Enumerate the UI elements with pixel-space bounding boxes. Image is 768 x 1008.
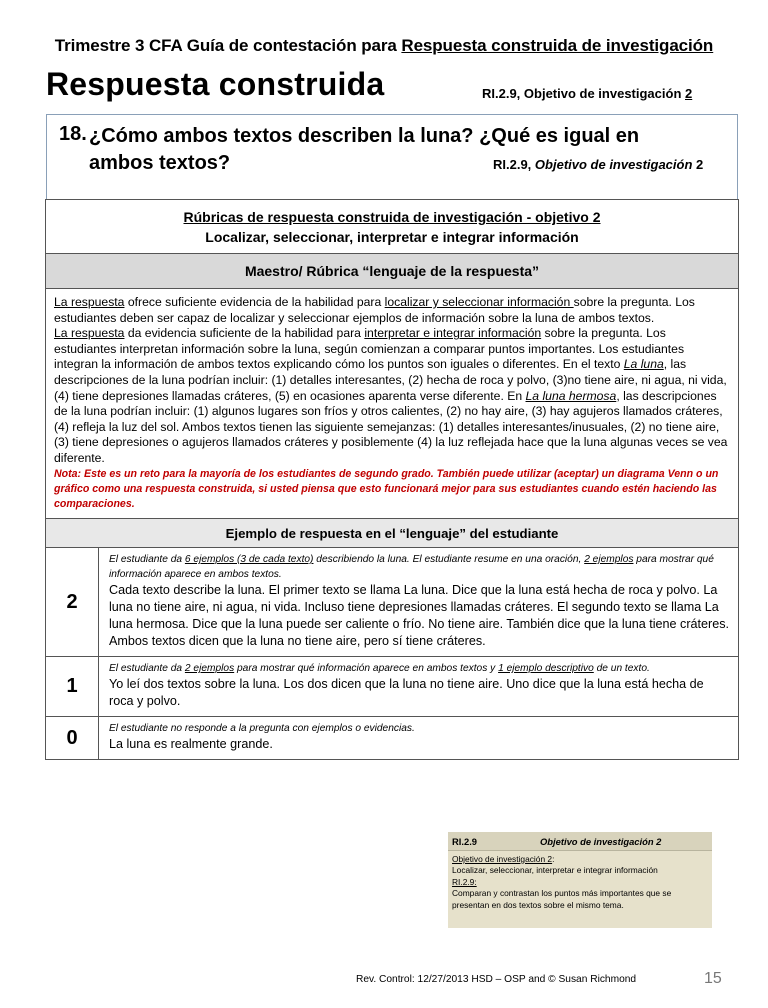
desc-e: de un texto. [593, 663, 650, 675]
score-answer: Cada texto describe la luna. El primer texto se llama La luna. Dice que la luna está hecha de roca y polvo. La luna no tiene aire, ni agua, ni vida. Incluso tiene depresiones llamadas cráteres. El segundo texto se llama La luna hermosa. Dice que la luna puede ser caliente o frío. No tiene aire. También dice que la luna tiene cráteres. Ambos textos dicen que la luna no tiene aire, pero sí tiene cráteres. [109, 583, 730, 649]
desc-b: 6 ejemplos (3 de cada texto) [184, 554, 314, 566]
rubric-subtitle: Localizar, seleccionar, interpretar e integrar información [205, 229, 579, 245]
score-value: 1 [46, 657, 99, 717]
reference-objective-label: Objetivo de investigación 2 [452, 854, 553, 864]
rubric-description [46, 289, 739, 519]
reference-standard-label: RI.2.9: [452, 876, 477, 887]
reference-standard-desc: Comparan y contrastan los puntos más importantes que se presentan en dos textos sobre el mismo tema. [452, 888, 672, 910]
score-description [109, 721, 730, 736]
score-example [99, 717, 739, 760]
reference-objective-desc: Localizar, seleccionar, interpretar e integrar información [452, 865, 658, 876]
p2-text-h: , las descripciones de la luna podrían incluir: (1) algunos lugares son fríos y otros calientes, (2) no hay aire, (3) hay agujeros llamados cráteres, (4) refleja la luz del sol. Ambos textos tienen las siguiente semejanzas: (1) detalles interesantes/inusuales, (2) no tiene aire, (3) tiene depresiones o agujeros llamados cráteres y posiblemente (4) la luz reflejada hace que la luna algunas veces se vea diferente. [54, 388, 728, 465]
desc-c: describiendo la luna. El estudiante resume en una oración, [313, 554, 585, 566]
title-standard [482, 86, 692, 101]
reference-body [448, 851, 712, 914]
question-standard-prefix: RI.2.9, [493, 157, 535, 172]
score-row-1 [46, 657, 739, 717]
standard-reference-box [448, 832, 712, 928]
p1-underlined-c: localizar y seleccionar información [384, 295, 574, 309]
p2-text-d: sobre la pregunta. Los estudiantes interpretan información sobre la luna, según comienzan a comparar puntos importantes. Los estudiantes integran la información de ambos textos explicando cómo los puntos son iguales o diferentes. En el texto [54, 326, 685, 372]
p2-text-b: da evidencia suficiente de la habilidad para [124, 326, 365, 341]
score-answer: Yo leí dos textos sobre la luna. Los dos dicen que la luna no tiene aire. Uno dice que la luna está hecha de roca y polvo. [109, 677, 704, 709]
question-number: 18. [59, 123, 87, 145]
score-answer: La luna es realmente grande. [109, 737, 273, 752]
p2-underlined-c: interpretar e integrar información [364, 326, 542, 341]
rubric-paragraph-1 [54, 295, 730, 326]
desc-d: 2 ejemplos [584, 554, 634, 566]
p1-underlined-a: La respuesta [54, 295, 125, 309]
question-standard-italic: Objetivo de investigación [534, 157, 693, 172]
score-value: 2 [46, 548, 99, 657]
question-standard [493, 157, 703, 172]
reference-objective-colon: : [552, 854, 555, 864]
rubric-table [45, 199, 739, 760]
rubric-paragraph-2 [54, 326, 730, 466]
score-value: 0 [46, 717, 99, 760]
p2-underlined-a: La respuesta [54, 326, 125, 341]
question-box [46, 114, 738, 200]
reference-objective-line [452, 854, 708, 865]
score-row-2 [46, 548, 739, 657]
title-standard-num: 2 [685, 86, 693, 101]
page-title: Respuesta construida [46, 66, 385, 102]
teacher-rubric-header: Maestro/ Rúbrica “lenguaje de la respuesta” [46, 254, 739, 289]
reference-standard: RI.2.9 [452, 836, 478, 847]
title-standard-prefix: RI.2.9, Objetivo de investigación [482, 86, 685, 101]
p2-text-f: , las descripciones de la luna podrían incluir: (1) detalles interesantes, (2) hecha de roca y polvo, (3)no tiene aire, ni agua, ni vida, (4) tiene depresiones llamadas cráteres, (5) en ocasiones aparenta verse diferente. En [54, 357, 727, 403]
p1-text-b: ofrece suficiente evidencia de la habilidad para [124, 295, 385, 309]
rubric-title: Rúbricas de respuesta construida de investigación - objetivo 2 [183, 209, 601, 225]
score-description [109, 661, 730, 676]
rubric-note: Nota: Este es un reto para la mayoría de los estudiantes de segundo grado. También puede utilizar (aceptar) un diagrama Venn o un gráfico como una respuesta construida, si usted piensa que esto funcionará mejor para sus estudiantes cuando estén haciendo las comparaciones. [54, 467, 719, 510]
reference-header [448, 832, 712, 851]
desc-a: El estudiante no responde a la pregunta con ejemplos o evidencias. [109, 723, 415, 735]
question-standard-num: 2 [692, 157, 704, 172]
desc-b: 2 ejemplos [184, 663, 235, 675]
document-header [0, 36, 768, 56]
desc-a: El estudiante da [109, 554, 185, 566]
score-example [99, 548, 739, 657]
desc-c: para mostrar qué información aparece en ambos textos y [234, 663, 499, 675]
p1-text-d: sobre la pregunta. Los estudiantes deben ser capaz de localizar y seleccionar ejemplos de información sobre la luna de ambos textos. [54, 295, 695, 325]
footer-text: Rev. Control: 12/27/2013 HSD – OSP and © Susan Richmond [356, 974, 637, 985]
page-number: 15 [704, 970, 722, 987]
desc-d: 1 ejemplo descriptivo [498, 663, 594, 675]
p2-title-la-luna-hermosa: La luna hermosa [525, 388, 617, 403]
desc-e: para mostrar qué información aparece en ambos textos. [109, 554, 714, 581]
reference-objective: Objetivo de investigación 2 [540, 836, 662, 847]
title-row [46, 66, 746, 103]
header-prefix: Trimestre 3 CFA Guía de contestación para [54, 36, 402, 55]
p2-title-la-luna: La luna [623, 357, 664, 372]
student-example-header: Ejemplo de respuesta en el “lenguaje” del estudiante [46, 519, 739, 548]
rubric-title-cell [46, 200, 739, 254]
question-line1: ¿Cómo ambos textos describen la luna? ¿Qué es igual en [89, 125, 640, 147]
score-example [99, 657, 739, 717]
desc-a: El estudiante da [109, 663, 185, 675]
score-description [109, 552, 730, 582]
score-row-0 [46, 717, 739, 760]
question-line2: ambos textos? [89, 152, 231, 174]
header-underlined: Respuesta construida de investigación [401, 36, 714, 55]
